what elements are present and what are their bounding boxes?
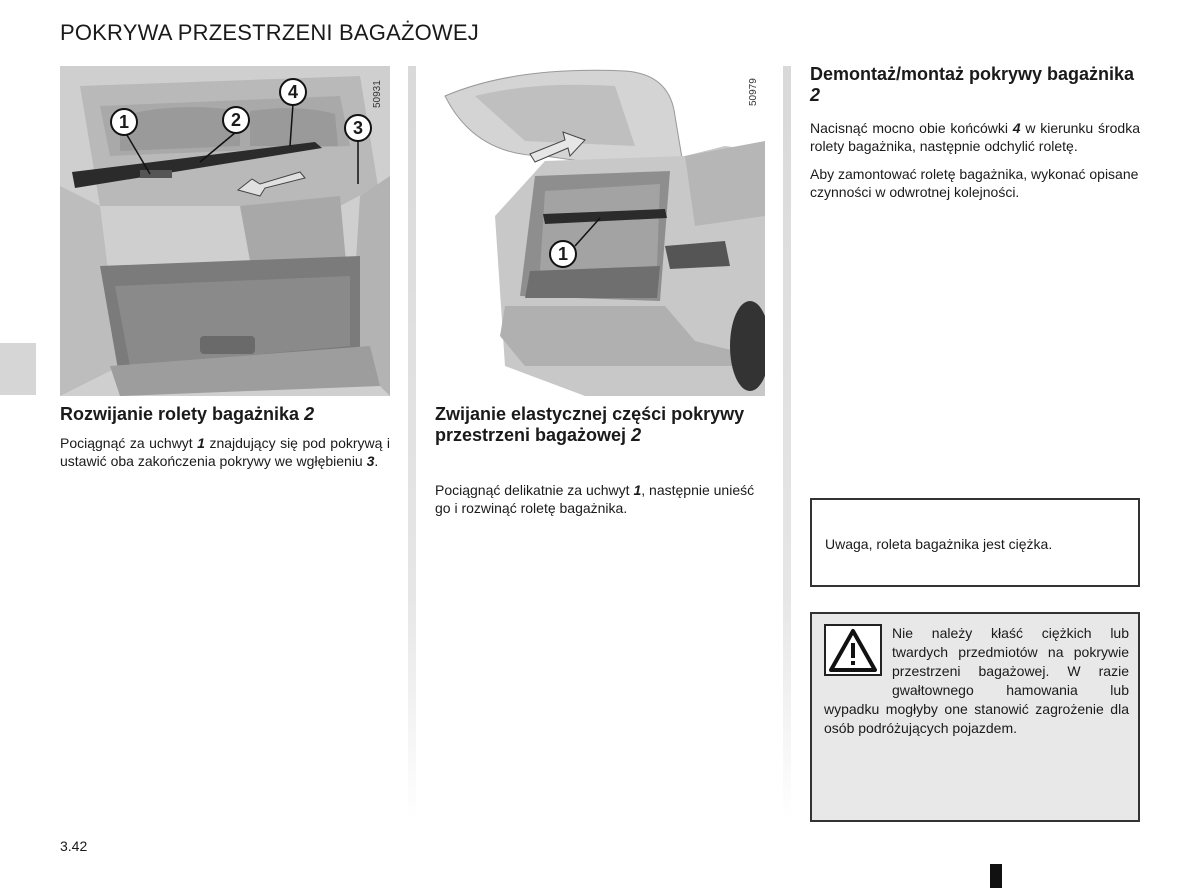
car-rear-illustration: [435, 66, 765, 396]
page-title: POKRYWA PRZESTRZENI BAGAŻOWEJ: [60, 20, 479, 45]
callout-4: 4: [279, 78, 307, 106]
note-box: [810, 498, 1140, 587]
trunk-cover-illustration: [60, 66, 390, 396]
callout-2: 2: [222, 106, 250, 134]
paragraph: Nacisnąć mocno obie końcówki 4 w kierunku środka rolety bagażnika, następnie odchylić roletę.: [810, 120, 1140, 154]
figure-number: 50979: [748, 78, 759, 106]
section-body-roll: Pociągnąć delikatnie za uchwyt 1, następnie unieść go i rozwinąć roletę bagażnika.: [435, 482, 755, 516]
section-title-roll: Zwijanie elastycznej części pokrywy przestrzeni bagażowej 2: [435, 404, 745, 445]
warning-box: [810, 612, 1140, 822]
section-title-unroll: Rozwijanie rolety bagażnika 2: [60, 404, 315, 424]
section-title-remove: Demontaż/montaż pokrywy bagażnika 2: [810, 64, 1135, 105]
page-number: 3.42: [60, 838, 88, 854]
paragraph: Aby zamontować roletę bagażnika, wykonać opisane czynności w odwrotnej kolejności.: [810, 166, 1139, 200]
corner-mark: [990, 864, 1002, 888]
callout-1: 1: [110, 108, 138, 136]
callout-1: 1: [549, 240, 577, 268]
note-text: Uwaga, roleta bagażnika jest ciężka.: [825, 536, 1053, 552]
chapter-tab: [0, 343, 36, 395]
column-divider: [408, 66, 416, 821]
section-body-unroll: Pociągnąć za uchwyt 1 znajdujący się pod pokrywą i ustawić oba zakończenia pokrywy we wgłębieniu 3.: [60, 435, 390, 469]
section-body-remove: [810, 119, 1140, 211]
callout-3: 3: [344, 114, 372, 142]
column-divider: [783, 66, 791, 821]
warning-text: Nie należy kłaść ciężkich lub twardych przedmiotów na pokrywie przestrzeni bagażowej. W razie gwałtownego hamowania lub wypadku mogłyby one stanowić zagrożenie dla osób podróżujących pojazdem.: [824, 625, 1129, 736]
figure-number: 50931: [372, 80, 383, 108]
